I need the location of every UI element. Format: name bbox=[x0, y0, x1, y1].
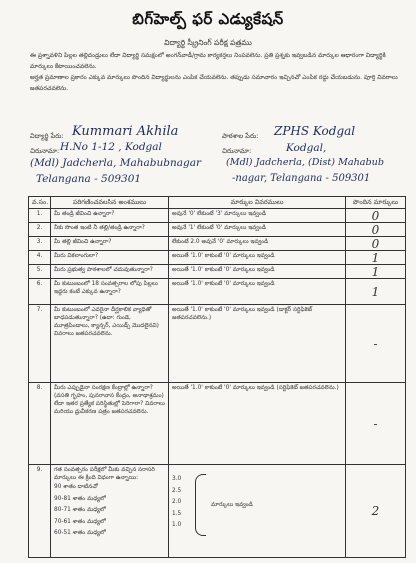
table-row bbox=[29, 209, 406, 223]
table-row bbox=[29, 223, 406, 237]
grade-range: 90-81 శాతం మధ్యలో bbox=[54, 495, 106, 502]
grade-mark: 2.0 bbox=[172, 499, 182, 505]
row-answer: 2 bbox=[346, 465, 406, 558]
row-criteria: అవునే '1' లేకుంటే '0' మార్కులు ఇవ్వండి bbox=[169, 223, 346, 237]
table-row bbox=[29, 237, 406, 251]
row-criteria: అయితే '1.0' కాకుంటే '0' మార్కులు ఇవ్వండి bbox=[169, 279, 346, 305]
row-number: 4. bbox=[29, 251, 51, 265]
instructions bbox=[30, 50, 402, 94]
school-address-line-3: -nagar, Telangana - 509301 bbox=[232, 173, 371, 184]
row-number: 1. bbox=[29, 209, 51, 223]
grade-range: 90 శాతం దాటినచో bbox=[54, 484, 98, 490]
table-row bbox=[29, 305, 406, 383]
row-answer: 1 bbox=[346, 251, 406, 265]
school-name-label: పాఠశాల పేరు: bbox=[222, 132, 259, 140]
row-question: మీరు ప్రభుత్వ పాఠశాలలో చదువుతున్నారా? bbox=[51, 265, 169, 279]
grade-range: 70-61 శాతం మధ్యలో bbox=[54, 518, 106, 525]
table-header-row bbox=[29, 197, 406, 209]
row-criteria: అయితే '1.0' కాకుంటే '0' మార్కులు ఇవ్వండి (సర్టిఫికెట్ జతపరచవలెను.) bbox=[169, 383, 346, 465]
instructions-paragraph-1: ఈ ప్రశ్నావళిని పిల్లల తల్లిదండ్రులు లేదా విద్యార్థి సమక్షంలో అంగన్‌వాడీ/గ్రామ కార్యకర్తలు నింపవలెను. ప్రతి ప్రశ్నకు ఇవ్వబడిన మార్కుల ఆధారంగా విద్యార్థికి మార్కులు కేటాయించవలెను. bbox=[30, 52, 386, 70]
row-answer: 1 bbox=[346, 265, 406, 279]
row-question: మీరు ఎప్పుడైనా సంరక్షణ కేంద్రాల్లో ఉన్నారా? (వసతి గృహం, పునరావాస కేంద్రం, అనాథాశ్రమం) లేదా ఇతర ప్రత్యేక పరిస్థితుల్లో పెరిగారా? వివరాలు మరియు ధ్రువీకరణ పత్రం జతపరచవలెను. bbox=[51, 383, 169, 465]
row-answer: 1 bbox=[346, 279, 406, 305]
grade-question-intro: గత సంవత్సరం పరీక్షలో మీకు వచ్చిన సరాసరి మార్కులు ఈ క్రింది విధంగా ఉన్నాయి: bbox=[54, 467, 155, 481]
student-name-label: విద్యార్థి పేరు: bbox=[30, 132, 64, 140]
grade-mark: 1.0 bbox=[172, 522, 182, 528]
row-criteria: అయితే '1.0' కాకుంటే '0' మార్కులు ఇవ్వండి (డాక్టర్ సర్టిఫికెట్ జతపరచవలెను.) bbox=[169, 305, 346, 383]
row-question: మీరు వికలాంగులా? bbox=[51, 251, 169, 265]
grade-range-list bbox=[54, 482, 165, 540]
row-number: 8. bbox=[29, 383, 51, 465]
instructions-paragraph-2: అర్హత ప్రమాణాల ప్రకారం ఎక్కువ మార్కులు పొందిన విద్యార్థులను ఎంపిక చేయవలెను. తప్పుడు సమాచారం ఇచ్చినచో ఎంపిక రద్దు చేయబడును. పూర్తి వివరాలు జతపరచవలెను. bbox=[30, 74, 398, 92]
col-header-question: పరిగణించవలసిన అంశములు bbox=[51, 197, 169, 209]
row-criteria bbox=[169, 465, 346, 558]
table-row bbox=[29, 279, 406, 305]
screening-table bbox=[28, 196, 406, 558]
row-number: 7. bbox=[29, 305, 51, 383]
student-name-value: Kummari Akhila bbox=[72, 124, 179, 139]
row-answer: 0 bbox=[346, 209, 406, 223]
row-criteria: అయితే '1.0' కాకుంటే '0' మార్కులు ఇవ్వండి bbox=[169, 251, 346, 265]
row-answer: 0 bbox=[346, 223, 406, 237]
col-header-number: వ.సం. bbox=[29, 197, 51, 209]
table-row bbox=[29, 265, 406, 279]
form-subtitle: విద్యార్థి స్క్రీనింగ్ పరీక్ష పత్రము bbox=[164, 38, 252, 47]
student-address-line-2: (Mdl) Jadcherla, Mahabubnagar bbox=[30, 157, 201, 169]
row-question: మీ తల్లి జీవించి ఉన్నారా? bbox=[51, 237, 169, 251]
school-address-line-1: Kodgal, bbox=[286, 142, 327, 154]
col-header-criteria: మార్కుల వివరములు bbox=[169, 197, 346, 209]
student-address-label: చిరునామా: bbox=[30, 147, 60, 155]
row-number: 6. bbox=[29, 279, 51, 305]
grade-range: 60-51 శాతం మధ్యలో bbox=[54, 530, 106, 536]
row-answer: - bbox=[346, 383, 406, 465]
row-question: మీ తండ్రి జీవించి ఉన్నారా? bbox=[51, 209, 169, 223]
row-number: 3. bbox=[29, 237, 51, 251]
grade-mark: 1.5 bbox=[172, 510, 182, 517]
grade-mark: 2.5 bbox=[172, 487, 182, 494]
school-address-line-2: (Mdl) Jadcherla, (Dist) Mahabub bbox=[226, 157, 384, 168]
row-answer: - bbox=[346, 305, 406, 383]
table-row bbox=[29, 251, 406, 265]
grade-range: 80-71 శాతం మధ్యలో bbox=[54, 507, 106, 513]
grade-brace-label: మార్కులు ఇవ్వండి bbox=[211, 502, 253, 508]
row-question: మీ కుటుంబంలో 18 సంవత్సరాల లోపు పిల్లలు ఇద్దరు కంటే ఎక్కువ ఉన్నారా? bbox=[51, 279, 169, 305]
row-criteria: లేకుంటే 2.0 అవునే '0' మార్కులు ఇవ్వండి bbox=[169, 237, 346, 251]
student-address-line-1: H.No 1-12 , Kodgal bbox=[60, 141, 162, 153]
form-title: బిగ్‌హెల్ప్ ఫర్ ఎడ్యుకేషన్ bbox=[132, 10, 284, 28]
row-question: మీ కుటుంబంలో ఎవరైనా దీర్ఘకాలిక వ్యాధితో బాధపడుతున్నారా? (ఉదా: గుండె, మూత్రపిండాలు, క్యాన్సర్, ఎయిడ్స్ మొదలైనవి) వివరాలు జతపరచవలెను. bbox=[51, 305, 169, 383]
row-question: నీకు సొంత ఇంటి నీ తల్లి/తండ్రి ఉన్నారా? bbox=[51, 223, 169, 237]
row-question bbox=[51, 465, 169, 558]
grade-brace bbox=[195, 474, 206, 536]
col-header-marks: పొందిన మార్కులు bbox=[346, 197, 406, 209]
school-name-value: ZPHS Kodgal bbox=[274, 124, 356, 138]
row-number: 2. bbox=[29, 223, 51, 237]
grade-mark: 3.0 bbox=[172, 476, 182, 482]
table-row bbox=[29, 465, 406, 558]
row-number: 9. bbox=[29, 465, 51, 558]
table-row bbox=[29, 383, 406, 465]
row-criteria: అవునే '0' లేకుంటే '3' మార్కులు ఇవ్వండి bbox=[169, 209, 346, 223]
row-number: 5. bbox=[29, 265, 51, 279]
row-criteria: అయితే '1.0' కాకుంటే '0' మార్కులు ఇవ్వండి bbox=[169, 265, 346, 279]
student-address-line-3: Telangana - 509301 bbox=[36, 173, 142, 185]
school-address-label: చిరునామా: bbox=[222, 147, 252, 155]
row-answer: 0 bbox=[346, 237, 406, 251]
grade-marks-block bbox=[172, 466, 342, 532]
